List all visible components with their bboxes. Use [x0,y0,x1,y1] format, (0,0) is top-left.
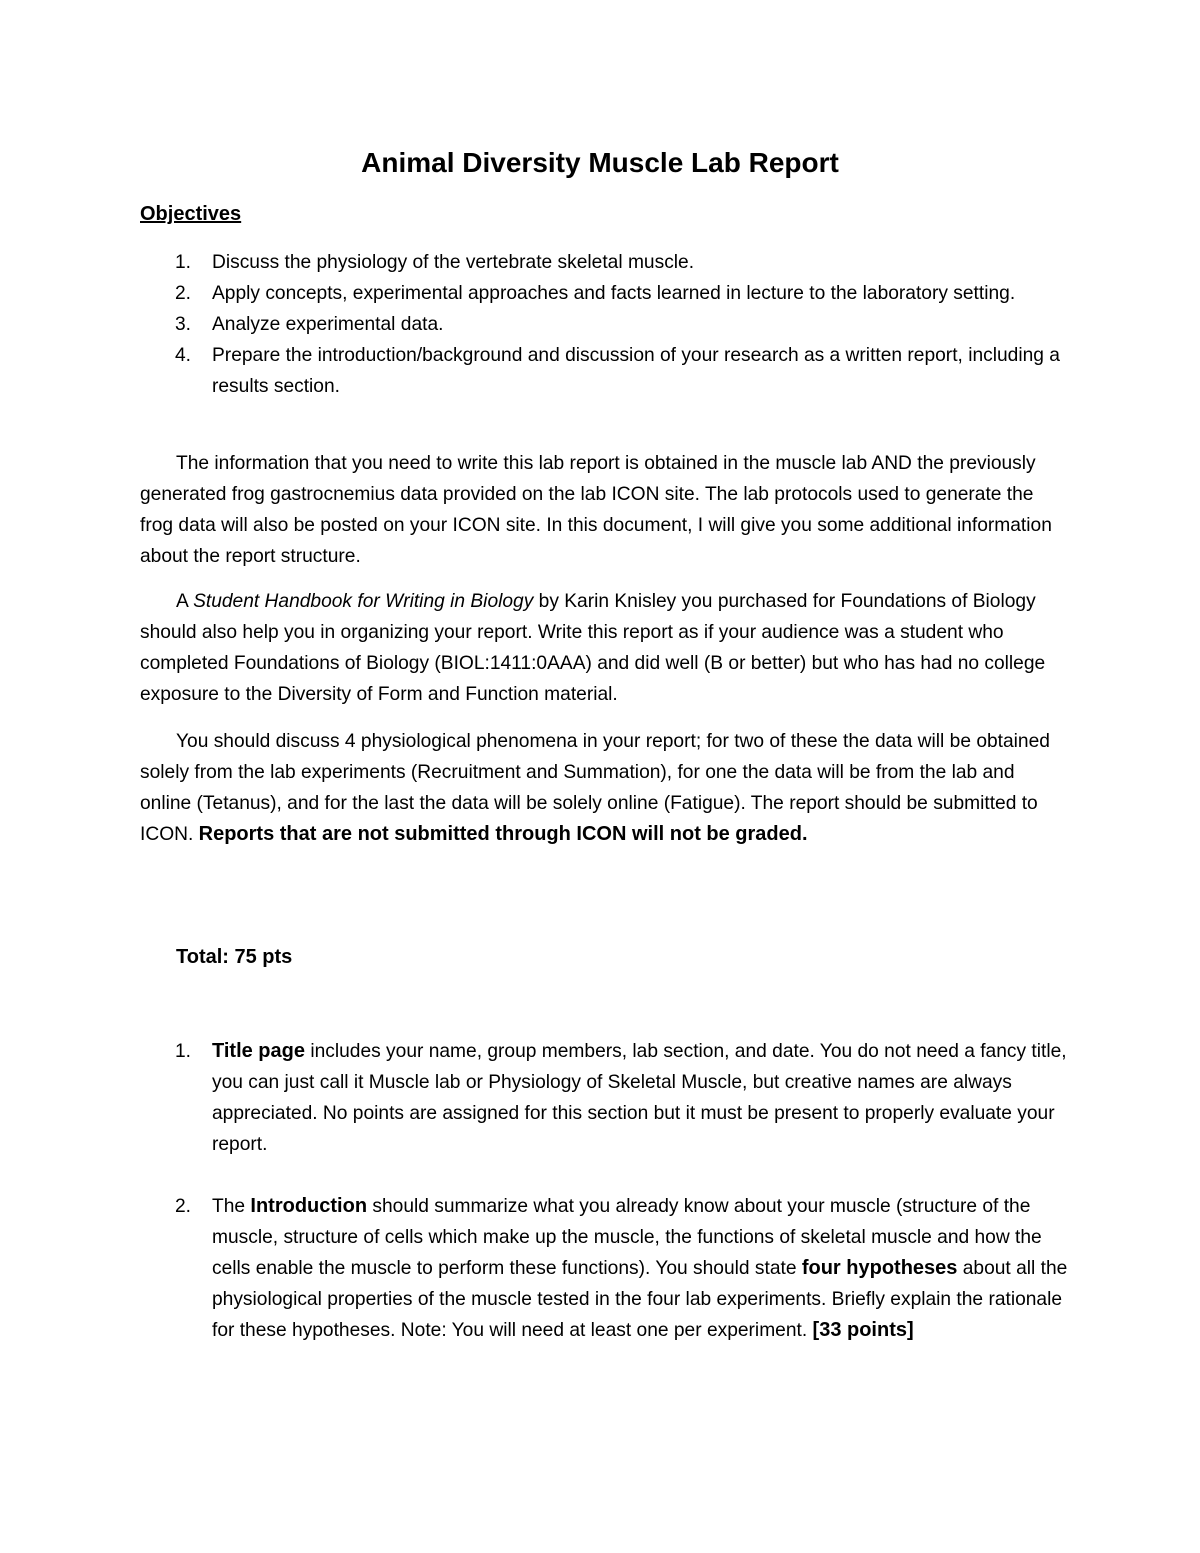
grading-pre: The [212,1196,251,1217]
objective-text: Apply concepts, experimental approaches and facts learned in lecture to the laboratory setting. [212,283,1016,304]
objective-number: 1. [175,252,192,273]
handbook-text: by Karin Knisley you purchased for Foundations of Biology should also help you in organizing your report. Write this report as if your audience was a student who completed Foundations of Biology (BIOL:1411:0AAA) and did well (B or better) but who has had no college exposure to the Diversity of Form and Function material. [140,591,1046,705]
grading-points: [33 points] [812,1319,914,1341]
handbook-lead: A [176,591,194,612]
objectives-heading: Objectives [140,203,242,225]
grading-number: 2. [175,1196,192,1217]
total-points: Total: 75 pts [176,946,293,968]
handbook-paragraph [140,586,1070,710]
objective-item [140,309,1080,340]
grading-text: includes your name, group members, lab section, and date. You do not need a fancy title, you can just call it Muscle lab or Physiology of Skeletal Muscle, but creative names are always appreciated. No points are assigned for this section but it must be present to properly evaluate your report. [212,1041,1067,1155]
submission-warning: Reports that are not submitted through ICON will not be graded. [198,823,808,845]
grading-number: 1. [175,1041,192,1062]
objective-number: 2. [175,283,192,304]
objective-item [140,340,1080,402]
grading-keyword: Title page [212,1040,305,1062]
grading-text: should summarize what you already know about your muscle (structure of the muscle, structure of cells which make up the muscle, the functions of skeletal muscle and how the cells enable the muscle to perform these functions). You should state [212,1196,1042,1279]
grading-keyword: Introduction [250,1195,368,1217]
grading-item-introduction [140,1191,1080,1346]
phenomena-paragraph [140,726,1070,850]
objectives-list [140,247,1080,402]
info-paragraph: The information that you need to write this lab report is obtained in the muscle lab AND the previously generated frog gastrocnemius data provided on the lab ICON site. The lab protocols used to generate the frog data will also be posted on your ICON site. In this document, I will give you some additional information about the report structure. [140,453,1052,567]
objective-number: 4. [175,345,192,366]
objective-item [140,278,1080,309]
objective-text: Prepare the introduction/background and discussion of your research as a written report, including a results section. [212,345,1060,397]
grading-text-2: about all the physiological properties of the muscle tested in the four lab experiments. Briefly explain the rationale for these hypotheses. Note: You will need at least one per experiment. [212,1258,1068,1341]
grading-list [140,1036,1080,1346]
objective-text: Discuss the physiology of the vertebrate skeletal muscle. [212,252,695,273]
grading-keyword-hypotheses: four hypotheses [801,1257,958,1279]
handbook-title: Student Handbook for Writing in Biology [193,591,534,612]
document-title: Animal Diversity Muscle Lab Report [361,147,839,178]
objective-number: 3. [175,314,192,335]
phenomena-text: You should discuss 4 physiological phenomena in your report; for two of these the data will be obtained solely from the lab experiments (Recruitment and Summation), for one the data will be from the lab and online (Tetanus), and for the last the data will be solely online (Fatigue). The report should be submitted to ICON. [140,731,1050,845]
grading-item-title-page [140,1036,1080,1160]
objective-text: Analyze experimental data. [212,314,444,335]
objective-item [140,247,1080,278]
